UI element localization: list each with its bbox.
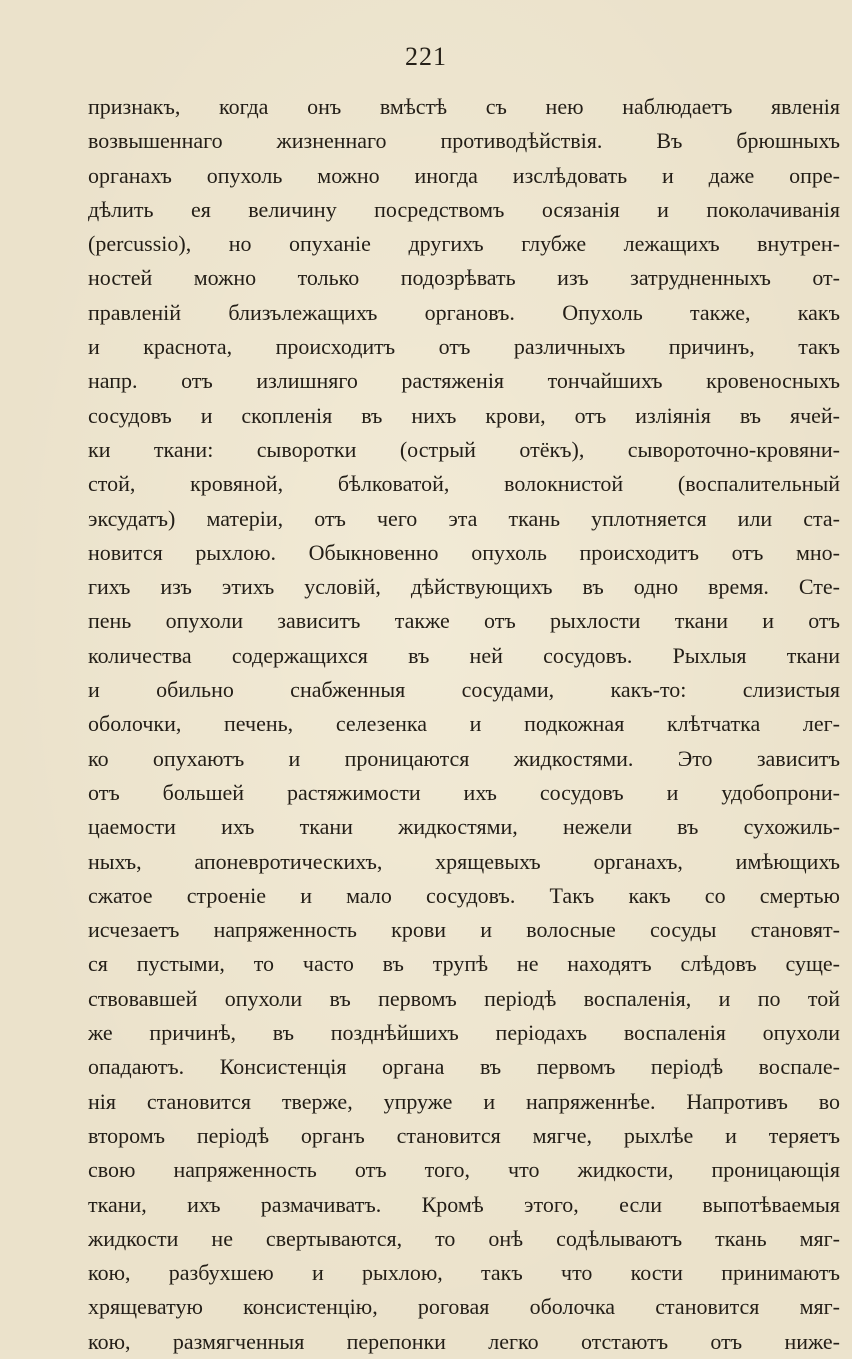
text-line: сосудовъ и скопленія въ нихъ крови, отъ изліянія въ ячей-	[88, 402, 840, 428]
text-line: ныхъ, апоневротическихъ, хрящевыхъ органахъ, имѣющихъ	[88, 848, 840, 874]
text-line: хрящеватую консистенцію, роговая оболочка становится мяг-	[88, 1294, 840, 1320]
text-line: ся пустыми, то часто въ трупѣ не находятъ слѣдовъ суще-	[88, 951, 840, 977]
text-line: эксудатъ) матеріи, отъ чего эта ткань уплотняется или ста-	[88, 505, 840, 531]
text-line: количества содержащихся въ ней сосудовъ. Рыхлыя ткани	[88, 642, 840, 668]
text-line: и обильно снабженныя сосудами, какъ-то: слизистыя	[88, 677, 840, 703]
text-line: цаемости ихъ ткани жидкостями, нежели въ сухожиль-	[88, 814, 840, 840]
text-line: ко опухаютъ и проницаются жидкостями. Это зависитъ	[88, 745, 840, 771]
text-line: опадаютъ. Консистенція органа въ первомъ періодѣ воспале-	[88, 1054, 840, 1080]
text-line: напр. отъ излишняго растяженія тончайшихъ кровеносныхъ	[88, 368, 840, 394]
text-line: органахъ опухоль можно иногда изслѣдовать и даже опре-	[88, 162, 840, 188]
body-text	[88, 90, 840, 1359]
text-line: отъ большей растяжимости ихъ сосудовъ и удобопрони-	[88, 779, 840, 805]
text-line: ствовавшей опухоли въ первомъ періодѣ воспаленія, и по той	[88, 985, 840, 1011]
text-line: исчезаетъ напряженность крови и волосные сосуды становят-	[88, 917, 840, 943]
text-line: свою напряженность отъ того, что жидкости, проницающія	[88, 1157, 840, 1183]
text-line: признакъ, когда онъ вмѣстѣ съ нею наблюдаетъ явленія	[88, 94, 840, 119]
text-line: оболочки, печень, селезенка и подкожная клѣтчатка лег-	[88, 711, 840, 737]
text-line: (percussio), но опуханіе другихъ глубже лежащихъ внутрен-	[88, 231, 840, 257]
text-line: правленій близълежащихъ органовъ. Опухоль также, какъ	[88, 299, 840, 325]
text-line: ки ткани: сыворотки (острый отёкъ), сывороточно-кровяни-	[88, 436, 840, 462]
text-line: стой, кровяной, бѣлковатой, волокнистой (воспалительный	[88, 471, 840, 497]
text-line: второмъ періодѣ органъ становится мягче, рыхлѣе и теряетъ	[88, 1122, 840, 1148]
text-line: кою, разбухшею и рыхлою, такъ что кости принимаютъ	[88, 1260, 840, 1286]
page-number: 221	[405, 42, 447, 71]
text-line: ткани, ихъ размачиватъ. Кромѣ этого, если выпотѣваемыя	[88, 1191, 840, 1217]
text-line: пень опухоли зависитъ также отъ рыхлости ткани и отъ	[88, 608, 840, 634]
text-line: жидкости не свертываются, то онѣ содѣлываютъ ткань мяг-	[88, 1225, 840, 1251]
text-line: новится рыхлою. Обыкновенно опухоль происходитъ отъ мно-	[88, 539, 840, 565]
text-line: возвышеннаго жизненнаго противодѣйствія. Въ брюшныхъ	[88, 128, 840, 154]
text-line: гихъ изъ этихъ условій, дѣйствующихъ въ одно время. Сте-	[88, 574, 840, 600]
text-line: же причинѣ, въ позднѣйшихъ періодахъ воспаленія опухоли	[88, 1020, 840, 1046]
text-line: кою, размягченныя перепонки легко отстаютъ отъ ниже-	[88, 1328, 840, 1354]
text-line: дѣлить ея величину посредствомъ осязанія и поколачиванія	[88, 196, 840, 222]
text-line: и краснота, происходитъ отъ различныхъ причинъ, такъ	[88, 334, 840, 360]
text-line: сжатое строеніе и мало сосудовъ. Такъ какъ со смертью	[88, 882, 840, 908]
text-line: ностей можно только подозрѣвать изъ затрудненныхъ от-	[88, 265, 840, 291]
text-line: нія становится тверже, упруже и напряженнѣе. Напротивъ во	[88, 1088, 840, 1114]
